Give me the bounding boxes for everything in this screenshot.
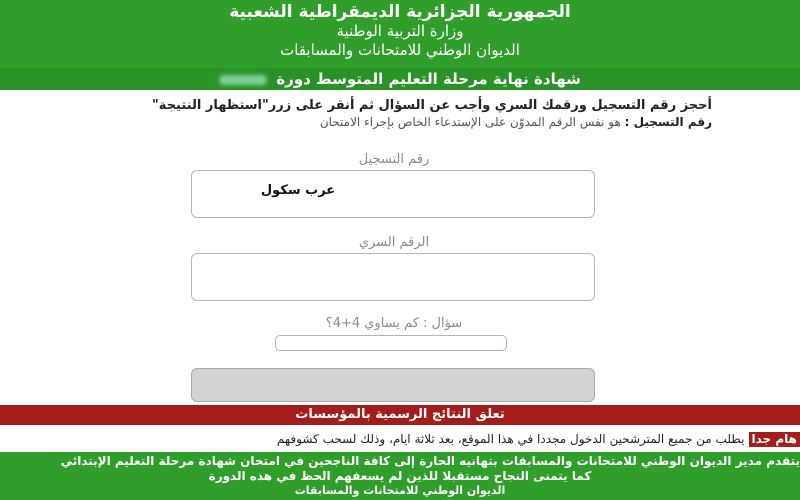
header-republic-title: الجمهورية الجزائرية الديمقراطية الشعبية <box>229 2 571 22</box>
instructions <box>152 98 712 129</box>
registration-hint-text: هو نفس الرقم المدوّن على الإستدعاء الخاص بإجراء الامتحان <box>319 115 621 129</box>
important-notice-text: يطلب من جميع المترشحين الدخول مجددا في هذا الموقع، بعد ثلاثة ايام، وذلك لسحب كشوفهم <box>276 432 745 446</box>
exam-title: شهادة نهاية مرحلة التعليم المتوسط دورة <box>276 70 581 88</box>
show-result-button[interactable] <box>191 368 595 402</box>
congratulations-line-2: كما يتمنى النجاح مستقبلا للذين لم يسعفهم الحظ في هذه الدورة <box>208 469 592 483</box>
congratulations-signature: الديوان الوطني للامتحانات والمسابقات <box>294 484 506 497</box>
registration-number-label: رقم التسجيل <box>358 152 430 167</box>
registration-number-input[interactable] <box>191 170 595 218</box>
important-badge: هام جدا <box>749 432 800 447</box>
official-results-banner: تعلق النتائج الرسمية بالمؤسسات <box>0 405 800 425</box>
registration-number-value: عرب سكول <box>260 183 336 198</box>
site-header <box>0 0 800 68</box>
secret-number-label: الرقم السري <box>358 235 430 250</box>
registration-hint-label: رقم التسجيل : <box>624 115 712 129</box>
captcha-question-label: سؤال : كم يساوي 4+4؟ <box>325 316 463 331</box>
congratulations-line-1: يتقدم مدير الديوان الوطني للامتحانات والمسابقات بتهانيه الحارة إلى كافة الناجحين في امتحان شهادة مرحلة التعليم الإبتدائي <box>60 454 800 468</box>
header-ministry-title: وزارة التربية الوطنية <box>336 22 464 40</box>
session-year-blurred <box>219 75 267 85</box>
important-notice <box>0 432 800 452</box>
secret-number-input[interactable] <box>191 253 595 301</box>
exam-title-bar <box>0 68 800 90</box>
congratulations-box <box>0 452 800 500</box>
registration-hint <box>152 115 712 129</box>
header-office-title: الديوان الوطني للامتحانات والمسابقات <box>280 41 520 59</box>
instructions-line: أحجز رقم التسجيل ورقمك السري وأجب عن السؤال ثم أنقر على زرر"استظهار النتيجة" <box>152 98 712 113</box>
captcha-answer-input[interactable] <box>275 335 507 351</box>
